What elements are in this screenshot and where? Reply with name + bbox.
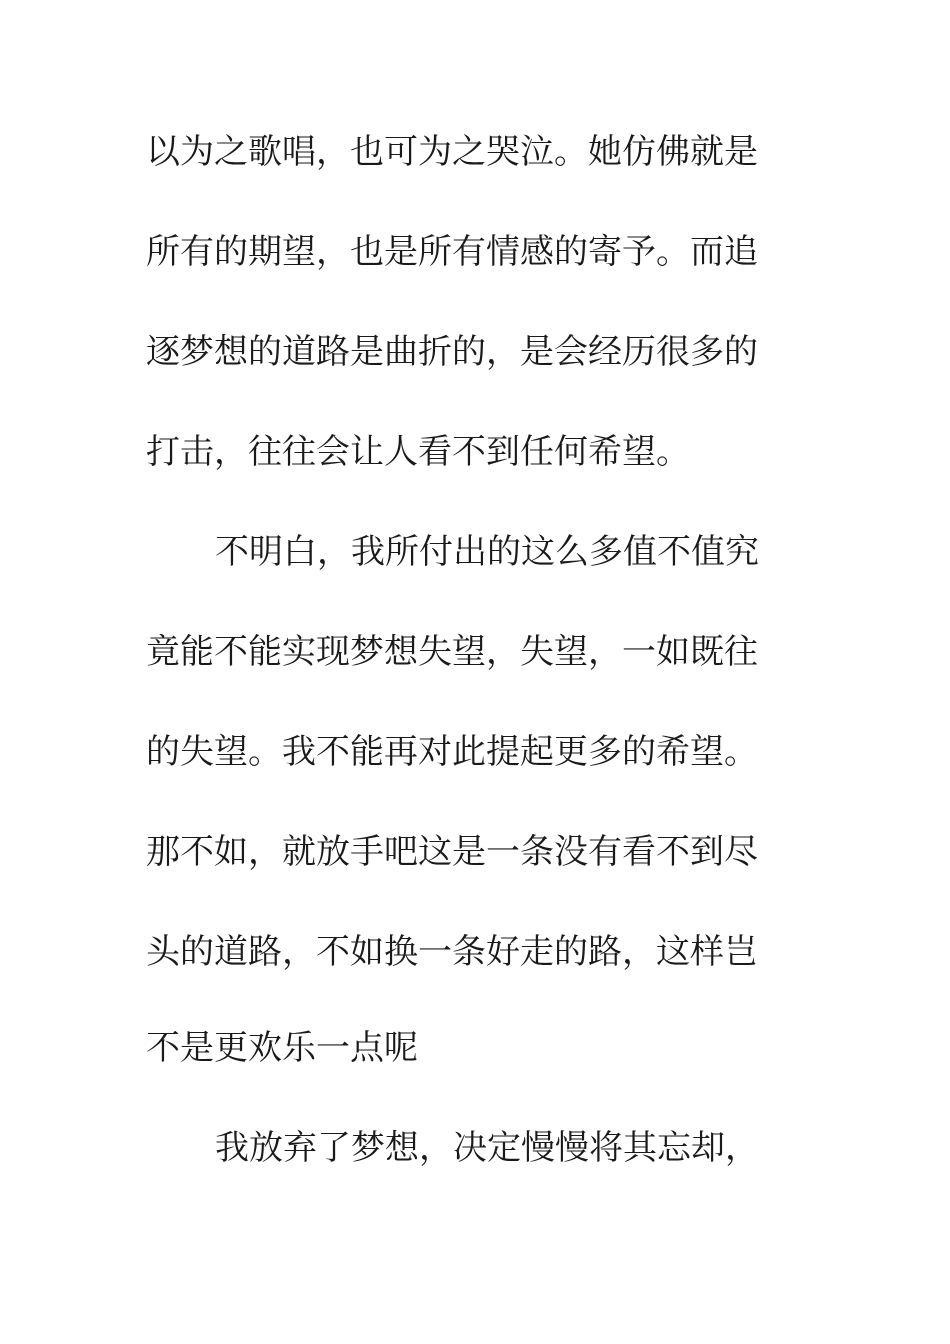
text-line: 的失望。我不能再对此提起更多的希望。 (146, 732, 758, 772)
paragraph-start-line: 不明白，我所付出的这么多值不值究 (215, 532, 759, 572)
paragraph-start-line: 我放弃了梦想，决定慢慢将其忘却， (215, 1128, 759, 1168)
text-line: 所有的期望，也是所有情感的寄予。而追 (146, 232, 758, 272)
text-line: 那不如，就放手吧这是一条没有看不到尽 (146, 832, 758, 872)
text-line: 以为之歌唱，也可为之哭泣。她仿佛就是 (146, 132, 758, 172)
text-line: 打击，往往会让人看不到任何希望。 (146, 432, 690, 472)
text-line: 头的道路，不如换一条好走的路，这样岂 (146, 932, 758, 972)
text-line: 不是更欢乐一点呢 (146, 1028, 418, 1068)
text-line: 逐梦想的道路是曲折的，是会经历很多的 (146, 332, 758, 372)
text-line: 竟能不能实现梦想失望，失望，一如既往 (146, 632, 758, 672)
